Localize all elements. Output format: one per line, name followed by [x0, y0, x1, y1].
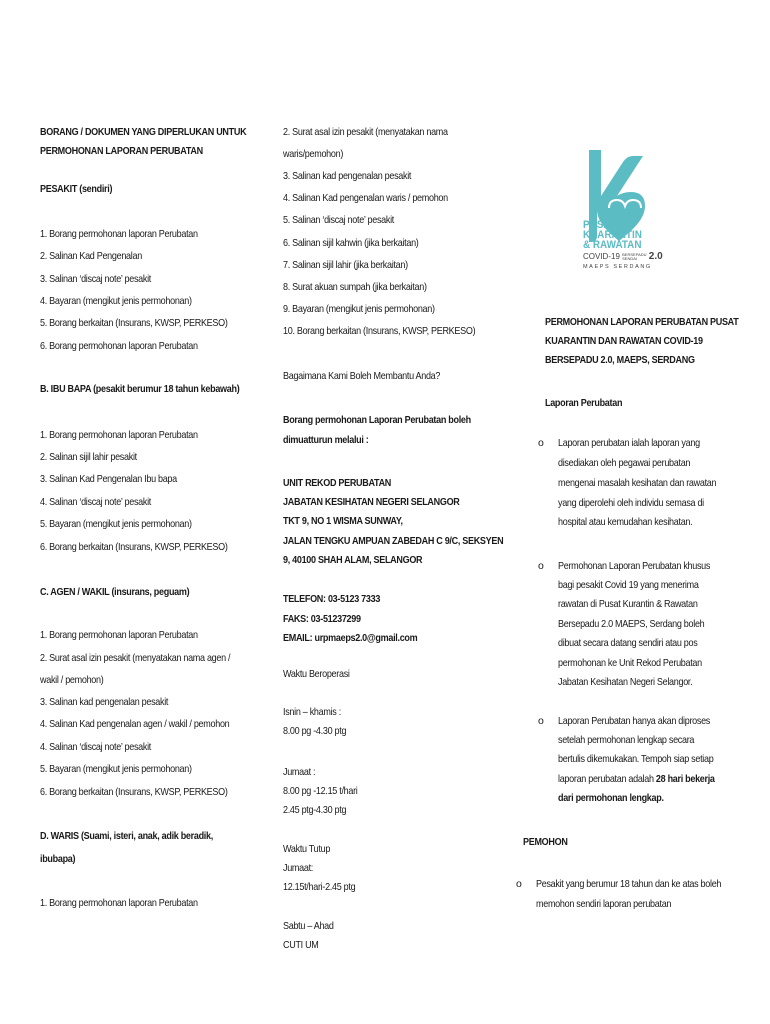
bullet2-line: permohonan ke Unit Rekod Perubatan: [558, 657, 702, 669]
bullet3-line4-normal: laporan perubatan adalah: [558, 773, 656, 785]
list-item: 7. Salinan sijil lahir (jika berkaitan): [283, 259, 408, 271]
list-item: 3. Salinan Kad Pengenalan Ibu bapa: [40, 473, 177, 485]
list-item: 5. Borang berkaitan (Insurans, KWSP, PERKESO): [40, 317, 228, 329]
list-item: 4. Salinan Kad pengenalan waris / pemohon: [283, 192, 448, 204]
laporan-title: Laporan Perubatan: [545, 397, 623, 409]
bullet2-line: bagi pesakit Covid 19 yang menerima: [558, 579, 699, 591]
bullet3-line: Laporan Perubatan hanya akan diproses: [558, 715, 711, 727]
doc-heading-line2: PERMOHONAN LAPORAN PERUBATAN: [40, 145, 203, 157]
agen-title: C. AGEN / WAKIL (insurans, peguam): [40, 586, 190, 598]
list-item: waris/pemohon): [283, 148, 344, 160]
bullet3-line: bertulis dikemukakan. Tempoh siap setiap: [558, 753, 714, 765]
address-line: UNIT REKOD PERUBATAN: [283, 477, 392, 489]
list-item: 6. Salinan sijil kahwin (jika berkaitan): [283, 237, 419, 249]
bullet-marker: o: [538, 560, 544, 572]
hours-line: Isnin – khamis :: [283, 706, 341, 718]
tutup-line: Sabtu – Ahad: [283, 920, 334, 932]
faks-text: FAKS: 03-51237299: [283, 613, 361, 625]
pesakit-title: PESAKIT (sendiri): [40, 183, 113, 195]
waktu-beroperasi-title: Waktu Beroperasi: [283, 668, 350, 680]
list-item: wakil / pemohon): [40, 674, 104, 686]
address-line: 9, 40100 SHAH ALAM, SELANGOR: [283, 554, 423, 566]
bullet2-line: dibuat secara datang sendiri atau pos: [558, 637, 698, 649]
bullet-marker: o: [516, 878, 522, 890]
hours-line: Jumaat :: [283, 766, 316, 778]
logo-sendai: SENDAI: [622, 255, 638, 261]
list-item: 3. Salinan kad pengenalan pesakit: [283, 170, 412, 182]
brochure-title-line1: PERMOHONAN LAPORAN PERUBATAN PUSAT: [545, 316, 739, 328]
list-item: 2. Salinan sijil lahir pesakit: [40, 451, 137, 463]
list-item: 2. Surat asal izin pesakit (menyatakan nama agen /: [40, 652, 231, 664]
hours-line: 2.45 ptg-4.30 ptg: [283, 804, 347, 816]
pusat-kuarantin-logo: [583, 148, 663, 288]
list-item: 4. Salinan ‘discaj note’ pesakit: [40, 741, 152, 753]
bullet3-line: setelah permohonan lengkap secara: [558, 734, 695, 746]
bullet1-line: Laporan perubatan ialah laporan yang: [558, 437, 700, 449]
list-item: 3. Salinan ‘discaj note’ pesakit: [40, 273, 152, 285]
logo-covid: COVID-19: [583, 252, 620, 261]
list-item: 1. Borang permohonan laporan Perubatan: [40, 429, 198, 441]
logo-line2: KUARANTIN: [583, 229, 642, 241]
pemohon-title: PEMOHON: [523, 836, 568, 848]
logo-line1: PUSAT: [583, 219, 616, 231]
list-item: 6. Borang berkaitan (Insurans, KWSP, PERKESO): [40, 786, 228, 798]
logo-place: MAEPS SERDANG: [583, 264, 652, 270]
hours-line: 8.00 pg -12.15 t/hari: [283, 785, 358, 797]
logo-bersepadu: BERSEPADU: [622, 251, 647, 257]
ibubapa-title: B. IBU BAPA (pesakit berumur 18 tahun kebawah): [40, 383, 240, 395]
address-line: TKT 9, NO 1 WISMA SUNWAY,: [283, 515, 403, 527]
list-item: 1. Borang permohonan laporan Perubatan: [40, 228, 198, 240]
logo-version: 2.0: [648, 251, 663, 262]
hours-line: 8.00 pg -4.30 ptg: [283, 725, 347, 737]
waris-title-line1: D. WARIS (Suami, isteri, anak, adik beradik,: [40, 830, 213, 842]
tutup-line: CUTI UM: [283, 939, 319, 951]
doc-heading-line1: BORANG / DOKUMEN YANG DIPERLUKAN UNTUK: [40, 126, 247, 138]
tutup-line: Jumaat:: [283, 862, 314, 874]
bullet2-line: Jabatan Kesihatan Negeri Selangor.: [558, 676, 693, 688]
list-item: 9. Bayaran (mengikut jenis permohonan): [283, 303, 435, 315]
list-item: 6. Borang berkaitan (Insurans, KWSP, PERKESO): [40, 541, 228, 553]
pemohon-line: memohon sendiri laporan perubatan: [536, 898, 672, 910]
logo-line3: & RAWATAN: [583, 239, 642, 251]
telefon-text: TELEFON: 03-5123 7333: [283, 593, 381, 605]
list-item: 8. Surat akuan sumpah (jika berkaitan): [283, 281, 427, 293]
list-item: 4. Bayaran (mengikut jenis permohonan): [40, 295, 192, 307]
list-item: 5. Bayaran (mengikut jenis permohonan): [40, 518, 192, 530]
bullet1-line: yang diperolehi oleh individu semasa di: [558, 497, 704, 509]
bullet1-line: hospital atau kemudahan kesihatan.: [558, 516, 693, 528]
list-item: 6. Borang permohonan laporan Perubatan: [40, 340, 198, 352]
bullet2-line: Permohonan Laporan Perubatan khusus: [558, 560, 711, 572]
list-item: 4. Salinan ‘discaj note’ pesakit: [40, 496, 152, 508]
tutup-line: 12.15t/hari-2.45 ptg: [283, 881, 356, 893]
bullet2-line: rawatan di Pusat Kurantin & Rawatan: [558, 598, 698, 610]
bullet2-line: Bersepadu 2.0 MAEPS, Serdang boleh: [558, 618, 705, 630]
list-item: 3. Salinan kad pengenalan pesakit: [40, 696, 169, 708]
brochure-title-line3: BERSEPADU 2.0, MAEPS, SERDANG: [545, 354, 695, 366]
list-item: 5. Bayaran (mengikut jenis permohonan): [40, 763, 192, 775]
bullet-marker: o: [538, 437, 544, 449]
list-item: 10. Borang berkaitan (Insurans, KWSP, PERKESO): [283, 325, 476, 337]
list-item: 4. Salinan Kad pengenalan agen / wakil / pemohon: [40, 718, 230, 730]
help-title: Bagaimana Kami Boleh Membantu Anda?: [283, 370, 441, 382]
list-item: 2. Salinan Kad Pengenalan: [40, 250, 142, 262]
bullet1-line: disediakan oleh pegawai perubatan: [558, 457, 691, 469]
waris-title-line2: ibubapa): [40, 853, 76, 865]
address-line: JABATAN KESIHATAN NEGERI SELANGOR: [283, 496, 460, 508]
bullet3-line5: dari permohonan lengkap.: [558, 792, 664, 804]
bullet-marker: o: [538, 715, 544, 727]
help-text-line1: Borang permohonan Laporan Perubatan boleh: [283, 414, 471, 426]
waktu-tutup-title: Waktu Tutup: [283, 843, 331, 855]
help-text-line2: dimuatturun melalui :: [283, 434, 369, 446]
pemohon-line: Pesakit yang berumur 18 tahun dan ke atas boleh: [536, 878, 722, 890]
list-item: 1. Borang permohonan laporan Perubatan: [40, 629, 198, 641]
address-line: JALAN TENGKU AMPUAN ZABEDAH C 9/C, SEKSYEN: [283, 535, 504, 547]
list-item: 2. Surat asal izin pesakit (menyatakan nama: [283, 126, 448, 138]
email-text: EMAIL: urpmaeps2.0@gmail.com: [283, 632, 418, 644]
bullet3-line: [558, 773, 715, 785]
list-item: 5. Salinan ‘discaj note’ pesakit: [283, 214, 395, 226]
list-item: 1. Borang permohonan laporan Perubatan: [40, 897, 198, 909]
bullet1-line: mengenai masalah kesihatan dan rawatan: [558, 477, 717, 489]
bullet3-line4-bold: 28 hari bekerja: [655, 773, 715, 785]
brochure-title-line2: KUARANTIN DAN RAWATAN COVID-19: [545, 335, 703, 347]
